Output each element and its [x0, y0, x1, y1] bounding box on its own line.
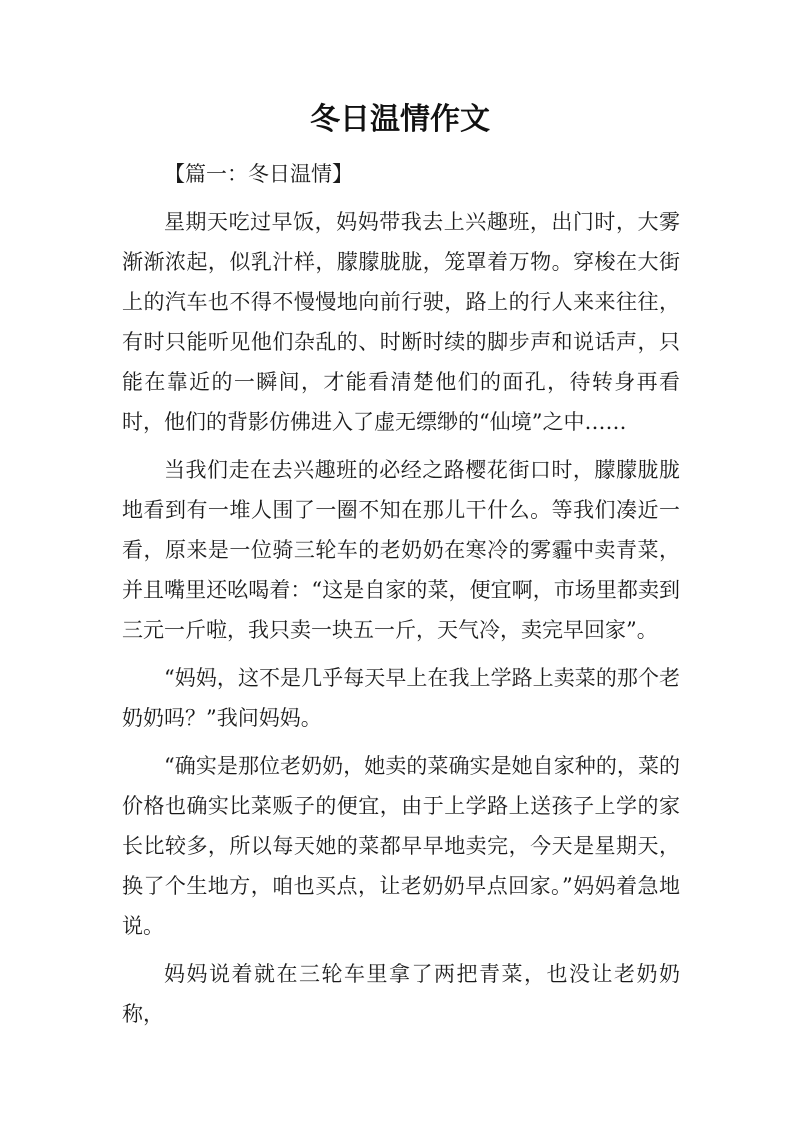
- document-title: 冬日温情作文: [310, 102, 490, 137]
- paragraph: “妈妈，这不是几乎每天早上在我上学路上卖菜的那个老奶奶吗？”我问妈妈。: [122, 666, 680, 730]
- paragraph: 当我们走在去兴趣班的必经之路樱花街口时，朦朦胧胧地看到有一堆人围了一圈不知在那儿干什么。等我们凑近一看，原来是一位骑三轮车的老奶奶在寒冷的雾霾中卖青菜，并且嘴里还吆喝着：“这是自家的菜，便宜啊，市场里都卖到三元一斤啦，我只卖一块五一斤，天气冷，卖完早回家”。: [122, 458, 680, 642]
- paragraph: 妈妈说着就在三轮车里拿了两把青菜，也没让老奶奶称，: [122, 962, 680, 1026]
- paragraph: “确实是那位老奶奶，她卖的菜确实是她自家种的，菜的价格也确实比菜贩子的便宜，由于上学路上送孩子上学的家长比较多，所以每天她的菜都早早地卖完，今天是星期天，换了个生地方，咱也买点，让老奶奶早点回家。”妈妈着急地说。: [122, 754, 680, 938]
- paragraph: 星期天吃过早饭，妈妈带我去上兴趣班，出门时，大雾渐渐浓起，似乳汁样，朦朦胧胧，笼罩着万物。穿梭在大街上的汽车也不得不慢慢地向前行驶，路上的行人来来往往，有时只能听见他们杂乱的、时断时续的脚步声和说话声，只能在靠近的一瞬间，才能看清楚他们的面孔，待转身再看时，他们的背影仿佛进入了虚无缥缈的“仙境”之中……: [122, 210, 680, 434]
- document-body: [122, 154, 680, 1042]
- section-heading: 【篇一：冬日温情】: [164, 162, 353, 186]
